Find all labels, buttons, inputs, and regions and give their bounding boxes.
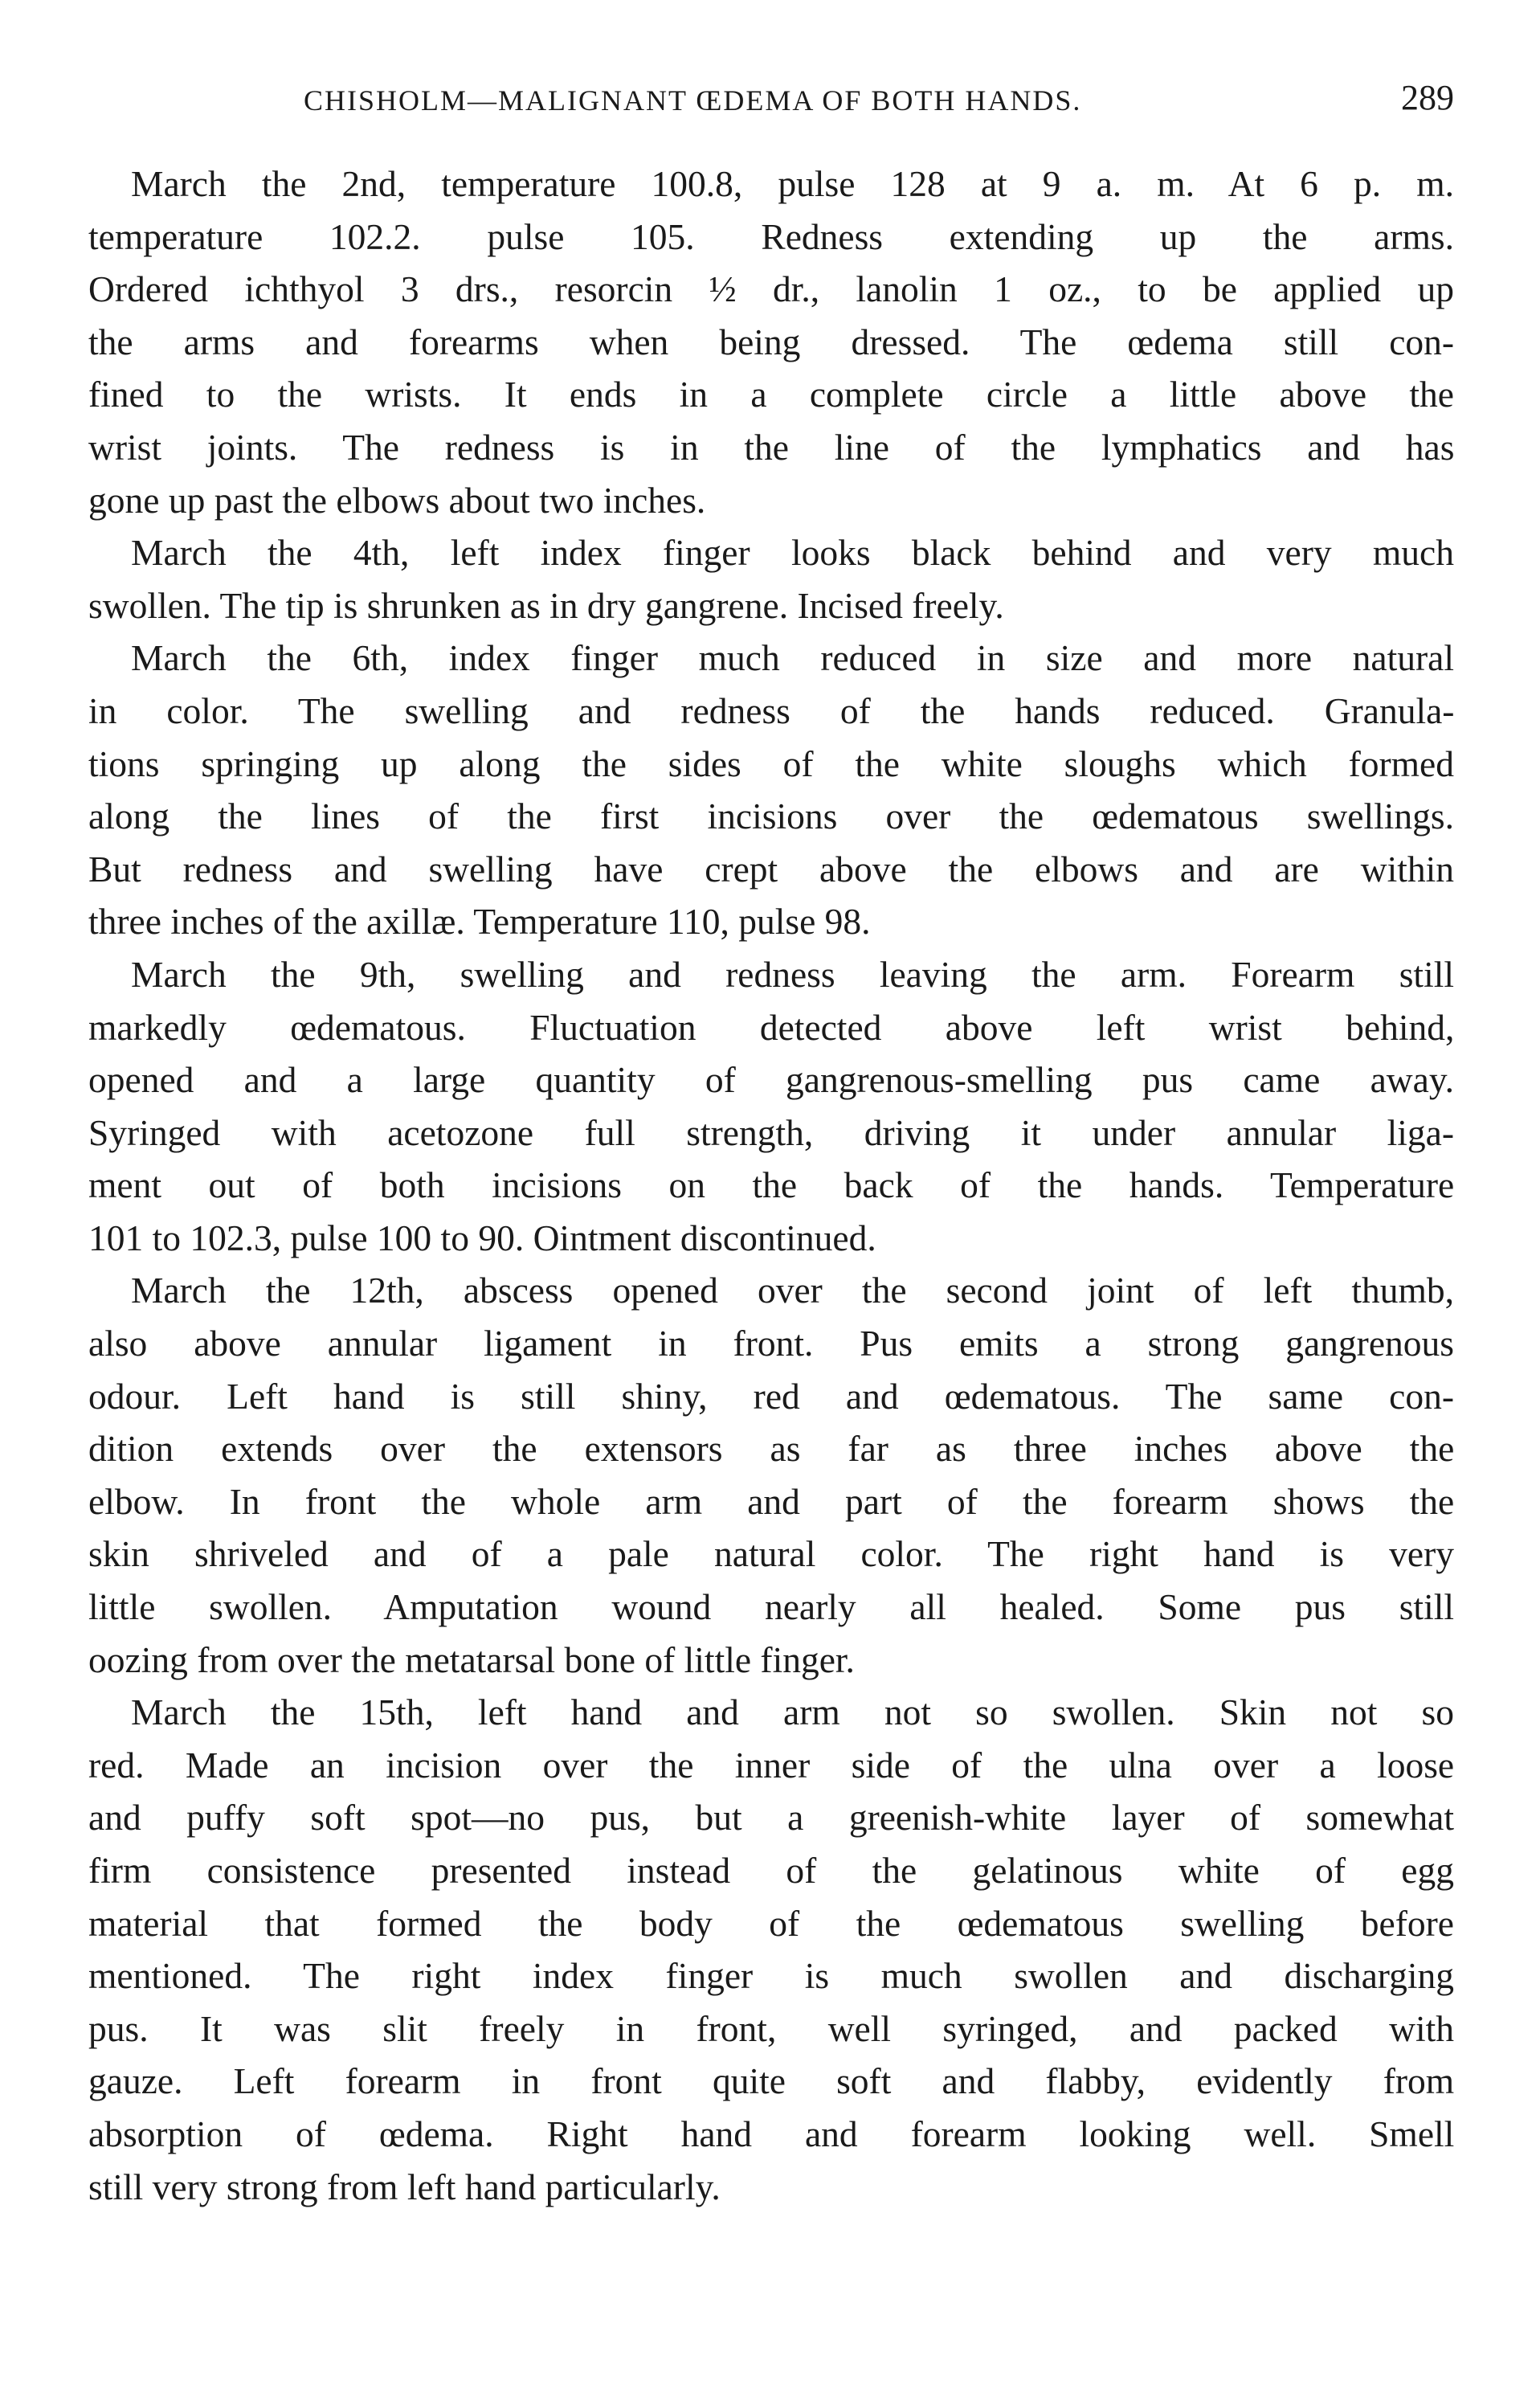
text-line: pus. It was slit freely in front, well syringed, and packed with — [88, 2007, 1455, 2049]
page-number: 289 — [1401, 78, 1454, 117]
text-line: opened and a large quantity of gangrenous-smelling pus came away. — [88, 1059, 1455, 1101]
paragraph-march-6 — [88, 632, 1454, 948]
text-line: three inches of the axillæ. Temperature 110, pulse 98. — [88, 901, 871, 943]
text-line: temperature 102.2. pulse 105. Redness extending up the arms. — [88, 215, 1454, 257]
paragraph-march-15 — [88, 1686, 1454, 2213]
paragraph-march-4 — [88, 526, 1454, 632]
text-line: fined to the wrists. It ends in a complete circle a little above the — [88, 374, 1454, 415]
text-line: along the lines of the first incisions over the œdematous swellings. — [88, 796, 1454, 837]
text-line: March the 12th, abscess opened over the second joint of left thumb, — [131, 1270, 1454, 1311]
text-line: absorption of œdema. Right hand and forearm looking well. Smell — [88, 2113, 1455, 2154]
text-line: material that formed the body of the œdematous swelling before — [88, 1902, 1454, 1944]
text-line: and puffy soft spot—no pus, but a greenish-white layer of somewhat — [88, 1797, 1454, 1839]
text-line: gone up past the elbows about two inches. — [88, 479, 706, 521]
text-line: firm consistence presented instead of the gelatinous white of egg — [88, 1850, 1454, 1891]
text-line: tions springing up along the sides of the white sloughs which formed — [88, 742, 1454, 784]
text-line: skin shriveled and of a pale natural color. The right hand is very — [88, 1533, 1454, 1575]
text-line: March the 2nd, temperature 100.8, pulse 128 at 9 a. m. At 6 p. m. — [131, 163, 1454, 204]
text-line: ment out of both incisions on the back of the hands. Temperature — [88, 1164, 1455, 1206]
text-line: mentioned. The right index finger is much swollen and discharging — [88, 1955, 1454, 1997]
text-line: swollen. The tip is shrunken as in dry gangrene. Incised freely. — [88, 584, 1004, 626]
text-line: 101 to 102.3, pulse 100 to 90. Ointment discontinued. — [88, 1217, 876, 1258]
text-line: Syringed with acetozone full strength, driving it under annular liga- — [88, 1111, 1454, 1153]
text-line: in color. The swelling and redness of the hands reduced. Granula- — [88, 689, 1455, 731]
text-line: red. Made an incision over the inner side of the ulna over a loose — [88, 1744, 1455, 1786]
text-line: March the 4th, left index finger looks black behind and very much — [131, 532, 1454, 574]
text-line: also above annular ligament in front. Pus emits a strong gangrenous — [88, 1323, 1454, 1364]
text-line: the arms and forearms when being dressed. The œdema still con- — [88, 321, 1455, 362]
text-line: March the 6th, index finger much reduced in size and more natural — [131, 637, 1454, 679]
paragraph-march-2 — [88, 157, 1454, 526]
page-header — [88, 74, 1454, 130]
paragraph-march-12 — [88, 1264, 1454, 1686]
text-line: March the 15th, left hand and arm not so swollen. Skin not so — [131, 1691, 1454, 1733]
body-text — [88, 157, 1454, 2213]
text-line: elbow. In front the whole arm and part of the forearm shows the — [88, 1480, 1455, 1522]
text-line: wrist joints. The redness is in the line of the lymphatics and has — [88, 426, 1455, 468]
text-line: odour. Left hand is still shiny, red and œdematous. The same con- — [88, 1375, 1454, 1417]
paragraph-march-9 — [88, 948, 1454, 1265]
text-line: March the 9th, swelling and redness leaving the arm. Forearm still — [131, 953, 1454, 995]
running-head: CHISHOLM—MALIGNANT ŒDEMA OF BOTH HANDS. — [304, 84, 1082, 117]
text-line: oozing from over the metatarsal bone of little finger. — [88, 1638, 855, 1680]
text-line: But redness and swelling have crept above the elbows and are within — [88, 848, 1454, 890]
text-line: Ordered ichthyol 3 drs., resorcin ½ dr., lanolin 1 oz., to be applied up — [88, 268, 1454, 310]
text-line: markedly œdematous. Fluctuation detected above left wrist behind, — [88, 1006, 1455, 1048]
text-line: gauze. Left forearm in front quite soft and flabby, evidently from — [88, 2060, 1455, 2102]
text-line: little swollen. Amputation wound nearly all healed. Some pus still — [88, 1586, 1454, 1628]
text-line: still very strong from left hand particularly. — [88, 2166, 721, 2207]
text-line: dition extends over the extensors as far as three inches above the — [88, 1428, 1455, 1470]
